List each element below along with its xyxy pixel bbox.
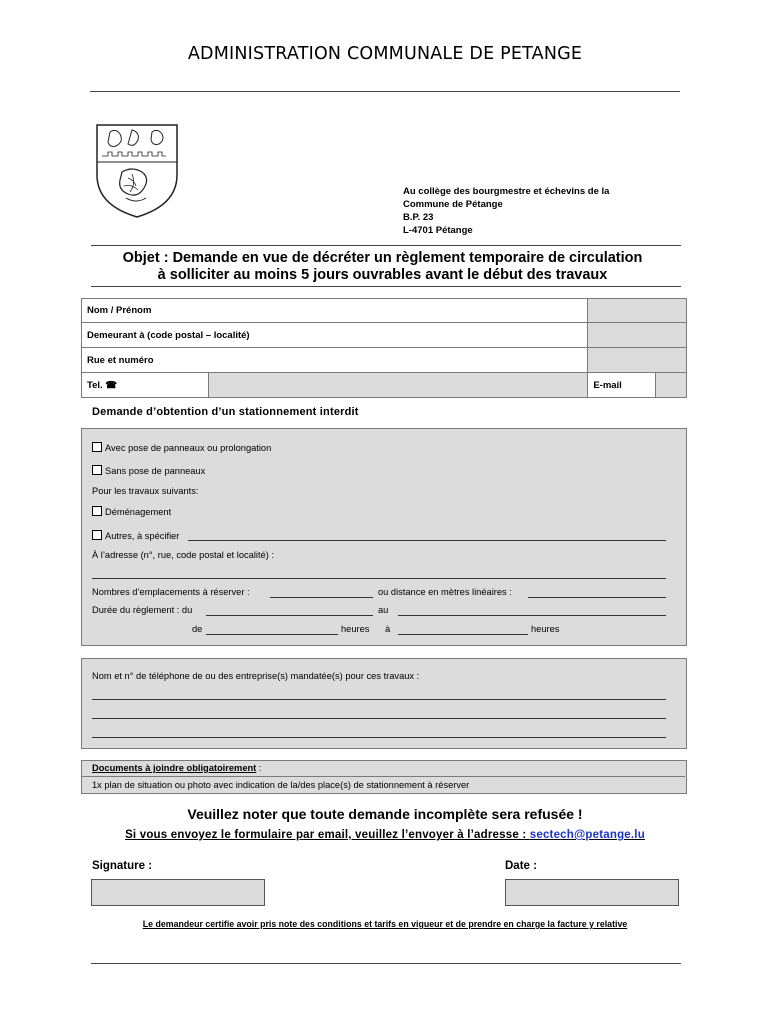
demeurant-field[interactable] [588,323,687,348]
documents-title-line [92,763,261,773]
adresse-input-line[interactable] [92,578,666,579]
checkbox-avec-panneaux[interactable] [92,442,102,452]
header-divider [90,91,680,92]
entreprise-input-line-2[interactable] [92,718,666,719]
option-label: Sans pose de panneaux [105,466,206,476]
page-title: ADMINISTRATION COMMUNALE DE PETANGE [187,44,583,64]
autres-input-line[interactable] [188,540,666,541]
entreprise-input-line-1[interactable] [92,699,666,700]
checkbox-demenagement[interactable] [92,506,102,516]
option-autres[interactable] [92,530,179,541]
subject-line-1: Objet : Demande en vue de décréter un règlement temporaire de circulation [122,250,643,266]
stationnement-title: Demande d’obtention d’un stationnement interdit [92,406,359,418]
nombre-input-line[interactable] [270,597,373,598]
nombre-label: Nombres d’emplacements à réserver : [92,587,250,597]
nom-field[interactable] [588,299,687,323]
duree-label: Durée du règlement : du [92,605,193,615]
footer-divider [91,963,681,964]
demeurant-label: Demeurant à (code postal – localité) [82,323,588,348]
recipient-address [403,185,609,237]
subject-heading [80,250,685,284]
email-label: E-mail [588,373,656,398]
documents-colon: : [256,763,262,773]
date-field[interactable] [505,879,679,906]
recipient-line: B.P. 23 [403,212,434,223]
objet-bottom-divider [91,286,681,287]
rue-label: Rue et numéro [82,348,588,373]
objet-top-divider [91,245,681,246]
identity-table [81,298,687,398]
heures-label: heures [531,624,560,634]
certification-text: Le demandeur certifie avoir pris note des conditions et tarifs en vigueur et de prendre en charge la facture y relative [142,919,628,929]
recipient-line: Au collège des bourgmestre et échevins de la [403,186,610,197]
coat-of-arms-icon [92,120,182,220]
adresse-label: À l’adresse (n°, rue, code postal et localité) : [92,550,274,560]
rue-field[interactable] [588,348,687,373]
entreprise-label: Nom et n° de téléphone de ou des entreprise(s) mandatée(s) pour ces travaux : [92,671,420,681]
a-label: à [385,624,391,634]
subject-line-2: à solliciter au moins 5 jours ouvrables avant le début des travaux [157,267,608,283]
email-link[interactable]: sectech@petange.lu [529,829,645,841]
nom-label: Nom / Prénom [82,299,588,323]
email-field[interactable] [656,373,687,398]
de-label: de [192,624,203,634]
checkbox-sans-panneaux[interactable] [92,465,102,475]
signature-label: Signature : [92,860,153,872]
au-label: au [378,605,389,615]
recipient-line: Commune de Pétange [403,199,503,210]
distance-input-line[interactable] [528,597,666,598]
tel-label: Tel. ☎ [82,373,209,398]
entreprise-input-line-3[interactable] [92,737,666,738]
option-avec-panneaux[interactable] [92,442,271,453]
signature-field[interactable] [91,879,265,906]
date-du-input-line[interactable] [206,615,373,616]
email-instruction [0,829,770,841]
option-label: Avec pose de panneaux ou prolongation [105,443,272,453]
documents-item: 1x plan de situation ou photo avec indication de la/des place(s) de stationnement à réserver [92,780,470,790]
documents-divider [82,776,685,777]
heure-de-input-line[interactable] [206,634,338,635]
heures-label: heures [341,624,370,634]
tel-field[interactable] [209,373,588,398]
checkbox-autres[interactable] [92,530,102,540]
option-demenagement[interactable] [92,506,171,517]
documents-title: Documents à joindre obligatoirement [92,763,257,773]
option-label: Autres, à spécifier [105,531,180,541]
recipient-line: L-4701 Pétange [403,225,473,236]
email-instruction-text: Si vous envoyez le formulaire par email, veuillez l’envoyer à l’adresse : [125,829,530,841]
travaux-label: Pour les travaux suivants: [92,486,199,496]
date-label: Date : [505,860,537,872]
option-sans-panneaux[interactable] [92,465,205,476]
incomplete-warning: Veuillez noter que toute demande incomplète sera refusée ! [187,806,583,822]
date-au-input-line[interactable] [398,615,666,616]
distance-label: ou distance en mètres linéaires : [378,587,512,597]
option-label: Déménagement [105,507,172,517]
heure-a-input-line[interactable] [398,634,528,635]
